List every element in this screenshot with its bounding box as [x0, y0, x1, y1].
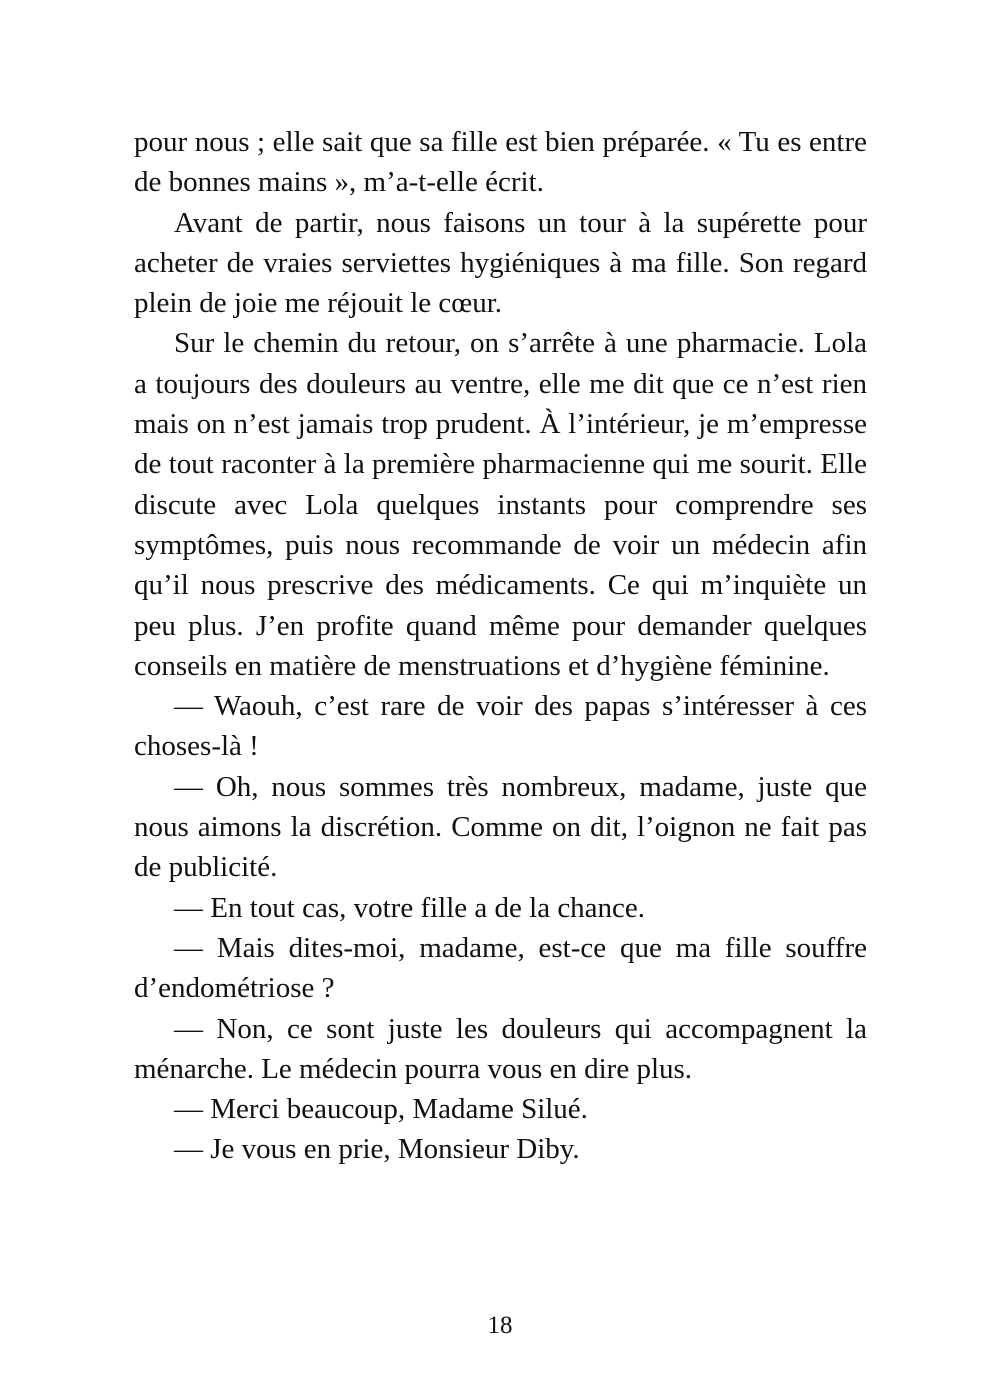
page-number: 18: [487, 1312, 513, 1339]
dialogue-line: — Non, ce sont juste les douleurs qui accompagnent la ménarche. Le médecin pourra vous en dire plus.: [134, 1012, 867, 1085]
body-text: [134, 122, 867, 1170]
paragraph: Sur le chemin du retour, on s’arrête à une pharmacie. Lola a toujours des douleurs au ventre, elle me dit que ce n’est rien mais on n’est jamais trop prudent. À l’intérieur, je m’empresse de tout raconter à la première pharmacienne qui me sourit. Elle discute avec Lola quelques instants pour comprendre ses symptômes, puis nous recommande de voir un médecin afin qu’il nous prescrive des médicaments. Ce qui m’inquiète un peu plus. J’en profite quand même pour demander quelques conseils en matière de menstruations et d’hygiène féminine.: [134, 327, 867, 682]
paragraph: pour nous ; elle sait que sa fille est bien préparée. « Tu es entre de bonnes mains », m’a-t-elle écrit.: [134, 126, 867, 199]
dialogue-line: — Merci beaucoup, Madame Silué.: [174, 1093, 588, 1126]
dialogue-line: — Mais dites-moi, madame, est-ce que ma fille souffre d’endométriose ?: [134, 931, 867, 1005]
dialogue-line: — Oh, nous sommes très nombreux, madame, juste que nous aimons la discrétion. Comme on dit, l’oignon ne fait pas de publicité.: [134, 770, 867, 884]
dialogue-line: — En tout cas, votre fille a de la chance.: [174, 891, 646, 924]
paragraph: Avant de partir, nous faisons un tour à la supérette pour acheter de vraies serviettes hygiéniques à ma fille. Son regard plein de joie me réjouit le cœur.: [134, 206, 867, 320]
dialogue-line: — Je vous en prie, Monsieur Diby.: [174, 1133, 580, 1166]
dialogue-line: — Waouh, c’est rare de voir des papas s’intéresser à ces choses-là !: [134, 690, 867, 763]
